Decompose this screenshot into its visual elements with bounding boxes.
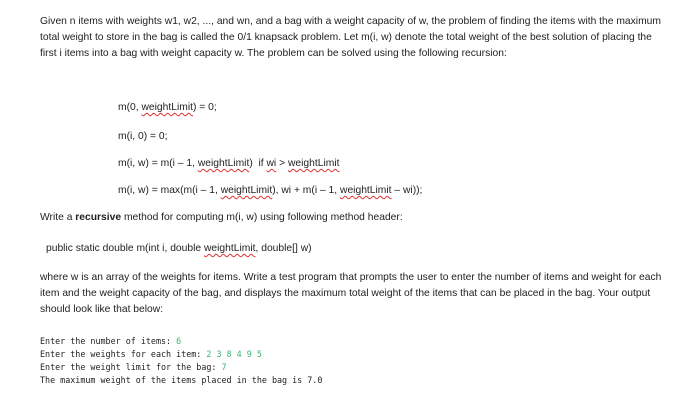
task-instruction: Write a recursive method for computing m(i, w) using following method header: bbox=[40, 212, 403, 223]
console-line-result: The maximum weight of the items placed in the bag is 7.0 bbox=[40, 375, 323, 385]
intro-paragraph: Given n items with weights w1, w2, ..., and wn, and a bag with a weight capacity of w, the problem of finding the items with the maximum total weight to store in the bag is called the 0/1 knapsack problem. Let m(i, w) denote the total weight of the best solution of placing the first i items into a bag with weight capacity w. The problem can be solved using the following recursion: bbox=[40, 16, 661, 59]
equation-max-case: m(i, w) = max(m(i – 1, weightLimit), wi + m(i – 1, weightLimit – wi)); bbox=[118, 185, 423, 196]
console-line-weights: Enter the weights for each item: 2 3 8 4 9 5 bbox=[40, 349, 262, 359]
equation-item-too-heavy: m(i, w) = m(i – 1, weightLimit) if wi > weightLimit bbox=[118, 158, 340, 169]
console-line-limit: Enter the weight limit for the bag: 7 bbox=[40, 362, 227, 372]
equation-base-zero-capacity: m(i, 0) = 0; bbox=[118, 131, 168, 142]
console-output bbox=[40, 335, 322, 387]
description-paragraph: where w is an array of the weights for items. Write a test program that prompts the user to enter the number of items and weight for each item and the weight capacity of the bag, and displays the maximum total weight of the items that can be placed in the bag. Your output should look like that below: bbox=[40, 272, 662, 315]
method-header: public static double m(int i, double weightLimit, double[] w) bbox=[46, 243, 312, 254]
console-line-items: Enter the number of items: 6 bbox=[40, 336, 182, 346]
equation-base-zero-items: m(0, weightLimit) = 0; bbox=[118, 102, 217, 113]
